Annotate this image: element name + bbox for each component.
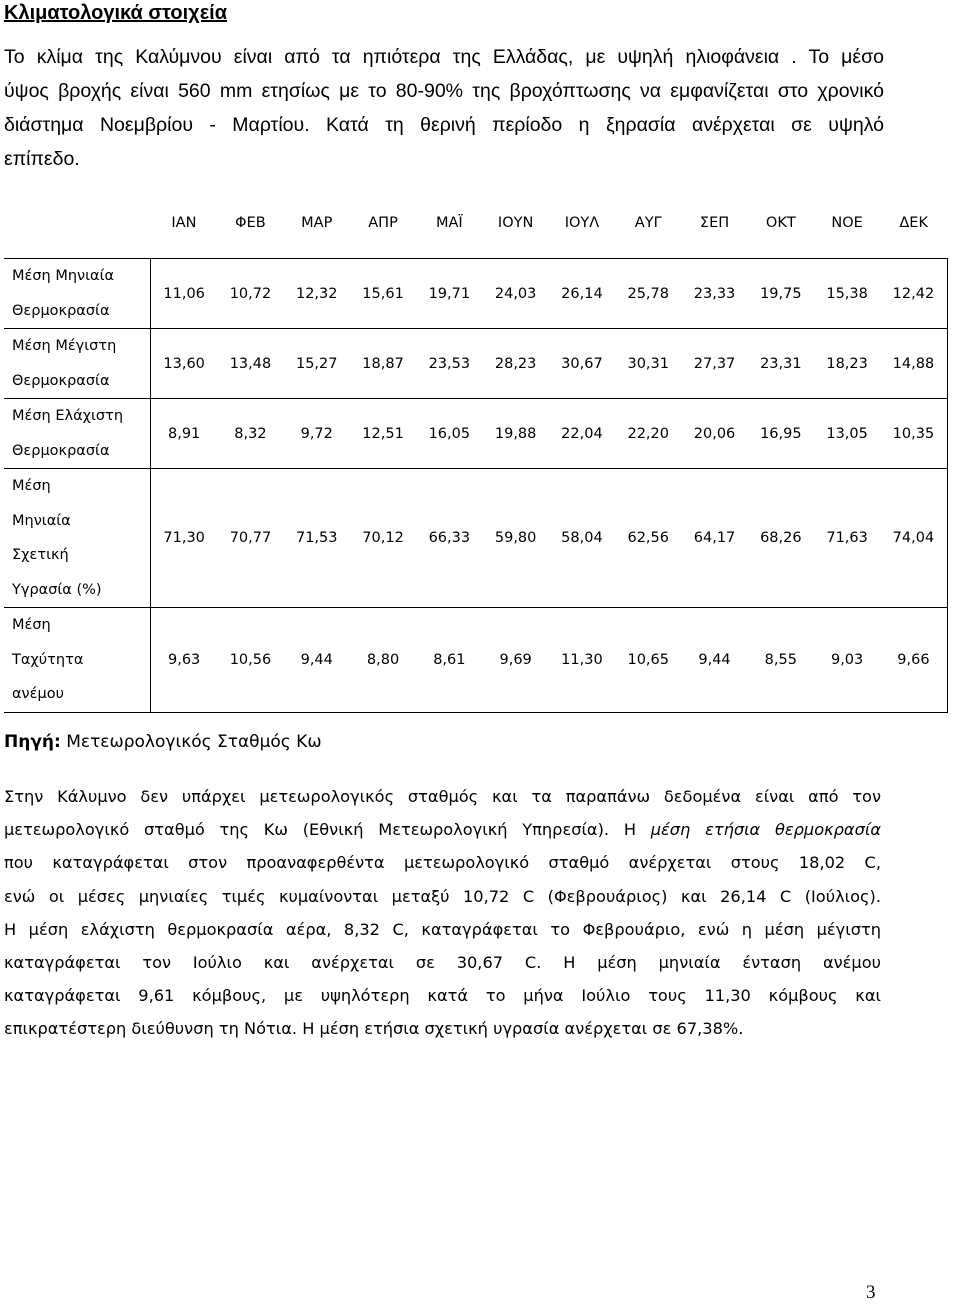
month-header: ΝΟΕ — [831, 215, 863, 231]
table-cell: 23,53 — [416, 329, 482, 399]
table-cell: 10,72 — [217, 259, 283, 329]
source-line — [4, 728, 322, 756]
table-cell: 26,14 — [549, 259, 615, 329]
table-cell: 10,56 — [217, 608, 283, 713]
row-label — [4, 259, 151, 329]
table-cell: 13,48 — [217, 329, 283, 399]
table-cell: 24,03 — [482, 259, 548, 329]
table-row — [4, 399, 947, 469]
source-label: Πηγή: — [4, 732, 61, 752]
month-header: ΙΟΥΛ — [564, 215, 600, 231]
table-cell: 9,44 — [681, 608, 747, 713]
table-cell: 9,44 — [284, 608, 350, 713]
month-header: ΜΑΡ — [301, 215, 333, 231]
table-cell: 8,32 — [217, 399, 283, 469]
table-cell: 12,42 — [880, 259, 947, 329]
body-line: Η μέση ελάχιστη θερμοκρασία αέρα, 8,32 C, καταγράφεται το Φεβρουάριο, ενώ η μέση μέγιστη — [4, 919, 881, 939]
table-cell: 8,61 — [416, 608, 482, 713]
row-label-line: Θερμοκρασία — [12, 442, 110, 459]
table-cell: 28,23 — [482, 329, 548, 399]
row-label-line: Υγρασία (%) — [12, 581, 102, 598]
table-cell: 62,56 — [615, 469, 681, 608]
table-cell: 22,20 — [615, 399, 681, 469]
table-cell: 19,75 — [748, 259, 814, 329]
table-cell: 10,35 — [880, 399, 947, 469]
row-label-line: Μέση Ελάχιστη — [12, 408, 124, 424]
table-cell: 20,06 — [681, 399, 747, 469]
row-label-line: Ταχύτητα — [12, 651, 84, 668]
month-header: ΔΕΚ — [899, 215, 928, 231]
table-cell: 22,04 — [549, 399, 615, 469]
table-cell: 10,65 — [615, 608, 681, 713]
table-cell: 64,17 — [681, 469, 747, 608]
table-cell: 16,95 — [748, 399, 814, 469]
table-cell: 11,30 — [549, 608, 615, 713]
body-line: επικρατέστερη διεύθυνση τη Νότια. Η μέση ετήσια σχετική υγρασία ανέρχεται σε 67,38%. — [4, 1019, 744, 1039]
row-label-line: Μηνιαία — [12, 512, 71, 529]
climate-table — [4, 188, 948, 713]
table-cell: 9,63 — [151, 608, 218, 713]
table-cell: 68,26 — [748, 469, 814, 608]
table-cell: 23,33 — [681, 259, 747, 329]
row-label — [4, 329, 151, 399]
intro-line: Το κλίμα της Καλύμνου είναι από τα ηπιότερα της Ελλάδας, με υψηλή ηλιοφάνεια . Το μέσο — [4, 46, 884, 68]
row-label — [4, 608, 151, 713]
table-cell: 8,91 — [151, 399, 218, 469]
emphasis-text: μέση ετήσια θερμοκρασία — [650, 820, 882, 840]
row-label-line: Θερμοκρασία — [12, 372, 110, 389]
body-line: Στην Κάλυμνο δεν υπάρχει μετεωρολογικός σταθμός και τα παραπάνω δεδομένα είναι από τον — [4, 787, 881, 806]
table-cell: 19,88 — [482, 399, 548, 469]
month-header: ΟΚΤ — [765, 215, 796, 231]
row-label-line: Μέση Μέγιστη — [12, 338, 117, 354]
body-paragraph — [4, 780, 881, 1046]
row-label — [4, 399, 151, 469]
table-cell: 16,05 — [416, 399, 482, 469]
intro-line: ύψος βροχής είναι 560 mm ετησίως με το 80-90% της βροχόπτωσης να εμφανίζεται στο χρονικό — [4, 80, 884, 102]
table-cell: 70,77 — [217, 469, 283, 608]
table-cell: 12,32 — [284, 259, 350, 329]
table-cell: 19,71 — [416, 259, 482, 329]
table-row — [4, 329, 947, 399]
table-cell: 8,80 — [350, 608, 416, 713]
month-header: ΑΠΡ — [368, 215, 398, 231]
table-cell: 13,60 — [151, 329, 218, 399]
table-cell: 18,23 — [814, 329, 880, 399]
section-heading: Κλιματολογικά στοιχεία — [4, 2, 228, 24]
table-cell: 9,69 — [482, 608, 548, 713]
table-row — [4, 469, 947, 608]
table-cell: 15,61 — [350, 259, 416, 329]
table-cell: 30,31 — [615, 329, 681, 399]
table-cell: 70,12 — [350, 469, 416, 608]
row-label-line: Μέση — [12, 617, 51, 633]
table-cell: 9,03 — [814, 608, 880, 713]
table-cell: 71,53 — [284, 469, 350, 608]
body-line: καταγράφεται 9,61 κόμβους, με υψηλότερη κατά το μήνα Ιούλιο τους 11,30 κόμβους και — [4, 986, 881, 1006]
row-label-line: Σχετική — [12, 547, 69, 563]
intro-line: διάστημα Νοεμβρίου - Μαρτίου. Κατά τη θερινή περίοδο η ξηρασία ανέρχεται σε υψηλό — [4, 114, 884, 136]
body-line: ενώ οι μέσες μηνιαίες τιμές κυμαίνονται μεταξύ 10,72 C (Φεβρουάριος) και 26,14 C (Ιούλιος). — [4, 886, 881, 906]
table-cell: 23,31 — [748, 329, 814, 399]
row-label-line: Μέση — [12, 478, 51, 494]
body-line: καταγράφεται τον Ιούλιο και ανέρχεται σε 30,67 C. Η μέση μηνιαία ένταση ανέμου — [4, 953, 881, 973]
table-cell: 25,78 — [615, 259, 681, 329]
month-header: ΣΕΠ — [699, 215, 730, 231]
table-cell: 74,04 — [880, 469, 947, 608]
table-cell: 13,05 — [814, 399, 880, 469]
table-row — [4, 259, 947, 329]
month-header: ΙΟΥΝ — [497, 215, 534, 231]
month-header: ΑΥΓ — [634, 215, 662, 231]
table-cell: 27,37 — [681, 329, 747, 399]
page-number: 3 — [866, 1282, 876, 1303]
table-cell: 11,06 — [151, 259, 218, 329]
row-label — [4, 469, 151, 608]
month-header-row — [4, 188, 947, 259]
table-corner — [4, 188, 151, 259]
table-cell: 15,27 — [284, 329, 350, 399]
row-label-line: Θερμοκρασία — [12, 302, 110, 319]
table-cell: 18,87 — [350, 329, 416, 399]
row-label-line: ανέμου — [12, 686, 64, 702]
intro-line: επίπεδο. — [4, 148, 80, 170]
row-label-line: Μέση Μηνιαία — [12, 268, 115, 284]
table-cell: 59,80 — [482, 469, 548, 608]
table-cell: 9,66 — [880, 608, 947, 713]
table-cell: 30,67 — [549, 329, 615, 399]
table-cell: 9,72 — [284, 399, 350, 469]
table-row — [4, 608, 947, 713]
intro-paragraph — [4, 40, 884, 176]
table-cell: 58,04 — [549, 469, 615, 608]
table-cell: 8,55 — [748, 608, 814, 713]
month-header: ΙΑΝ — [171, 215, 197, 231]
body-line: που καταγράφεται στον προαναφερθέντα μετεωρολογικό σταθμό ανέρχεται στους 18,02 C, — [4, 853, 881, 873]
table-cell: 15,38 — [814, 259, 880, 329]
month-header: ΜΑΪ — [435, 215, 463, 231]
table-cell: 12,51 — [350, 399, 416, 469]
month-header: ΦΕΒ — [235, 215, 266, 231]
source-text: Μετεωρολογικός Σταθμός Κω — [60, 732, 322, 752]
body-line: μετεωρολογικό σταθμό της Κω (Εθνική Μετεωρολογική Υπηρεσία). Η μέση ετήσια θερμοκρασία — [4, 820, 882, 840]
table-cell: 71,63 — [814, 469, 880, 608]
table-cell: 71,30 — [151, 469, 218, 608]
table-cell: 14,88 — [880, 329, 947, 399]
table-cell: 66,33 — [416, 469, 482, 608]
